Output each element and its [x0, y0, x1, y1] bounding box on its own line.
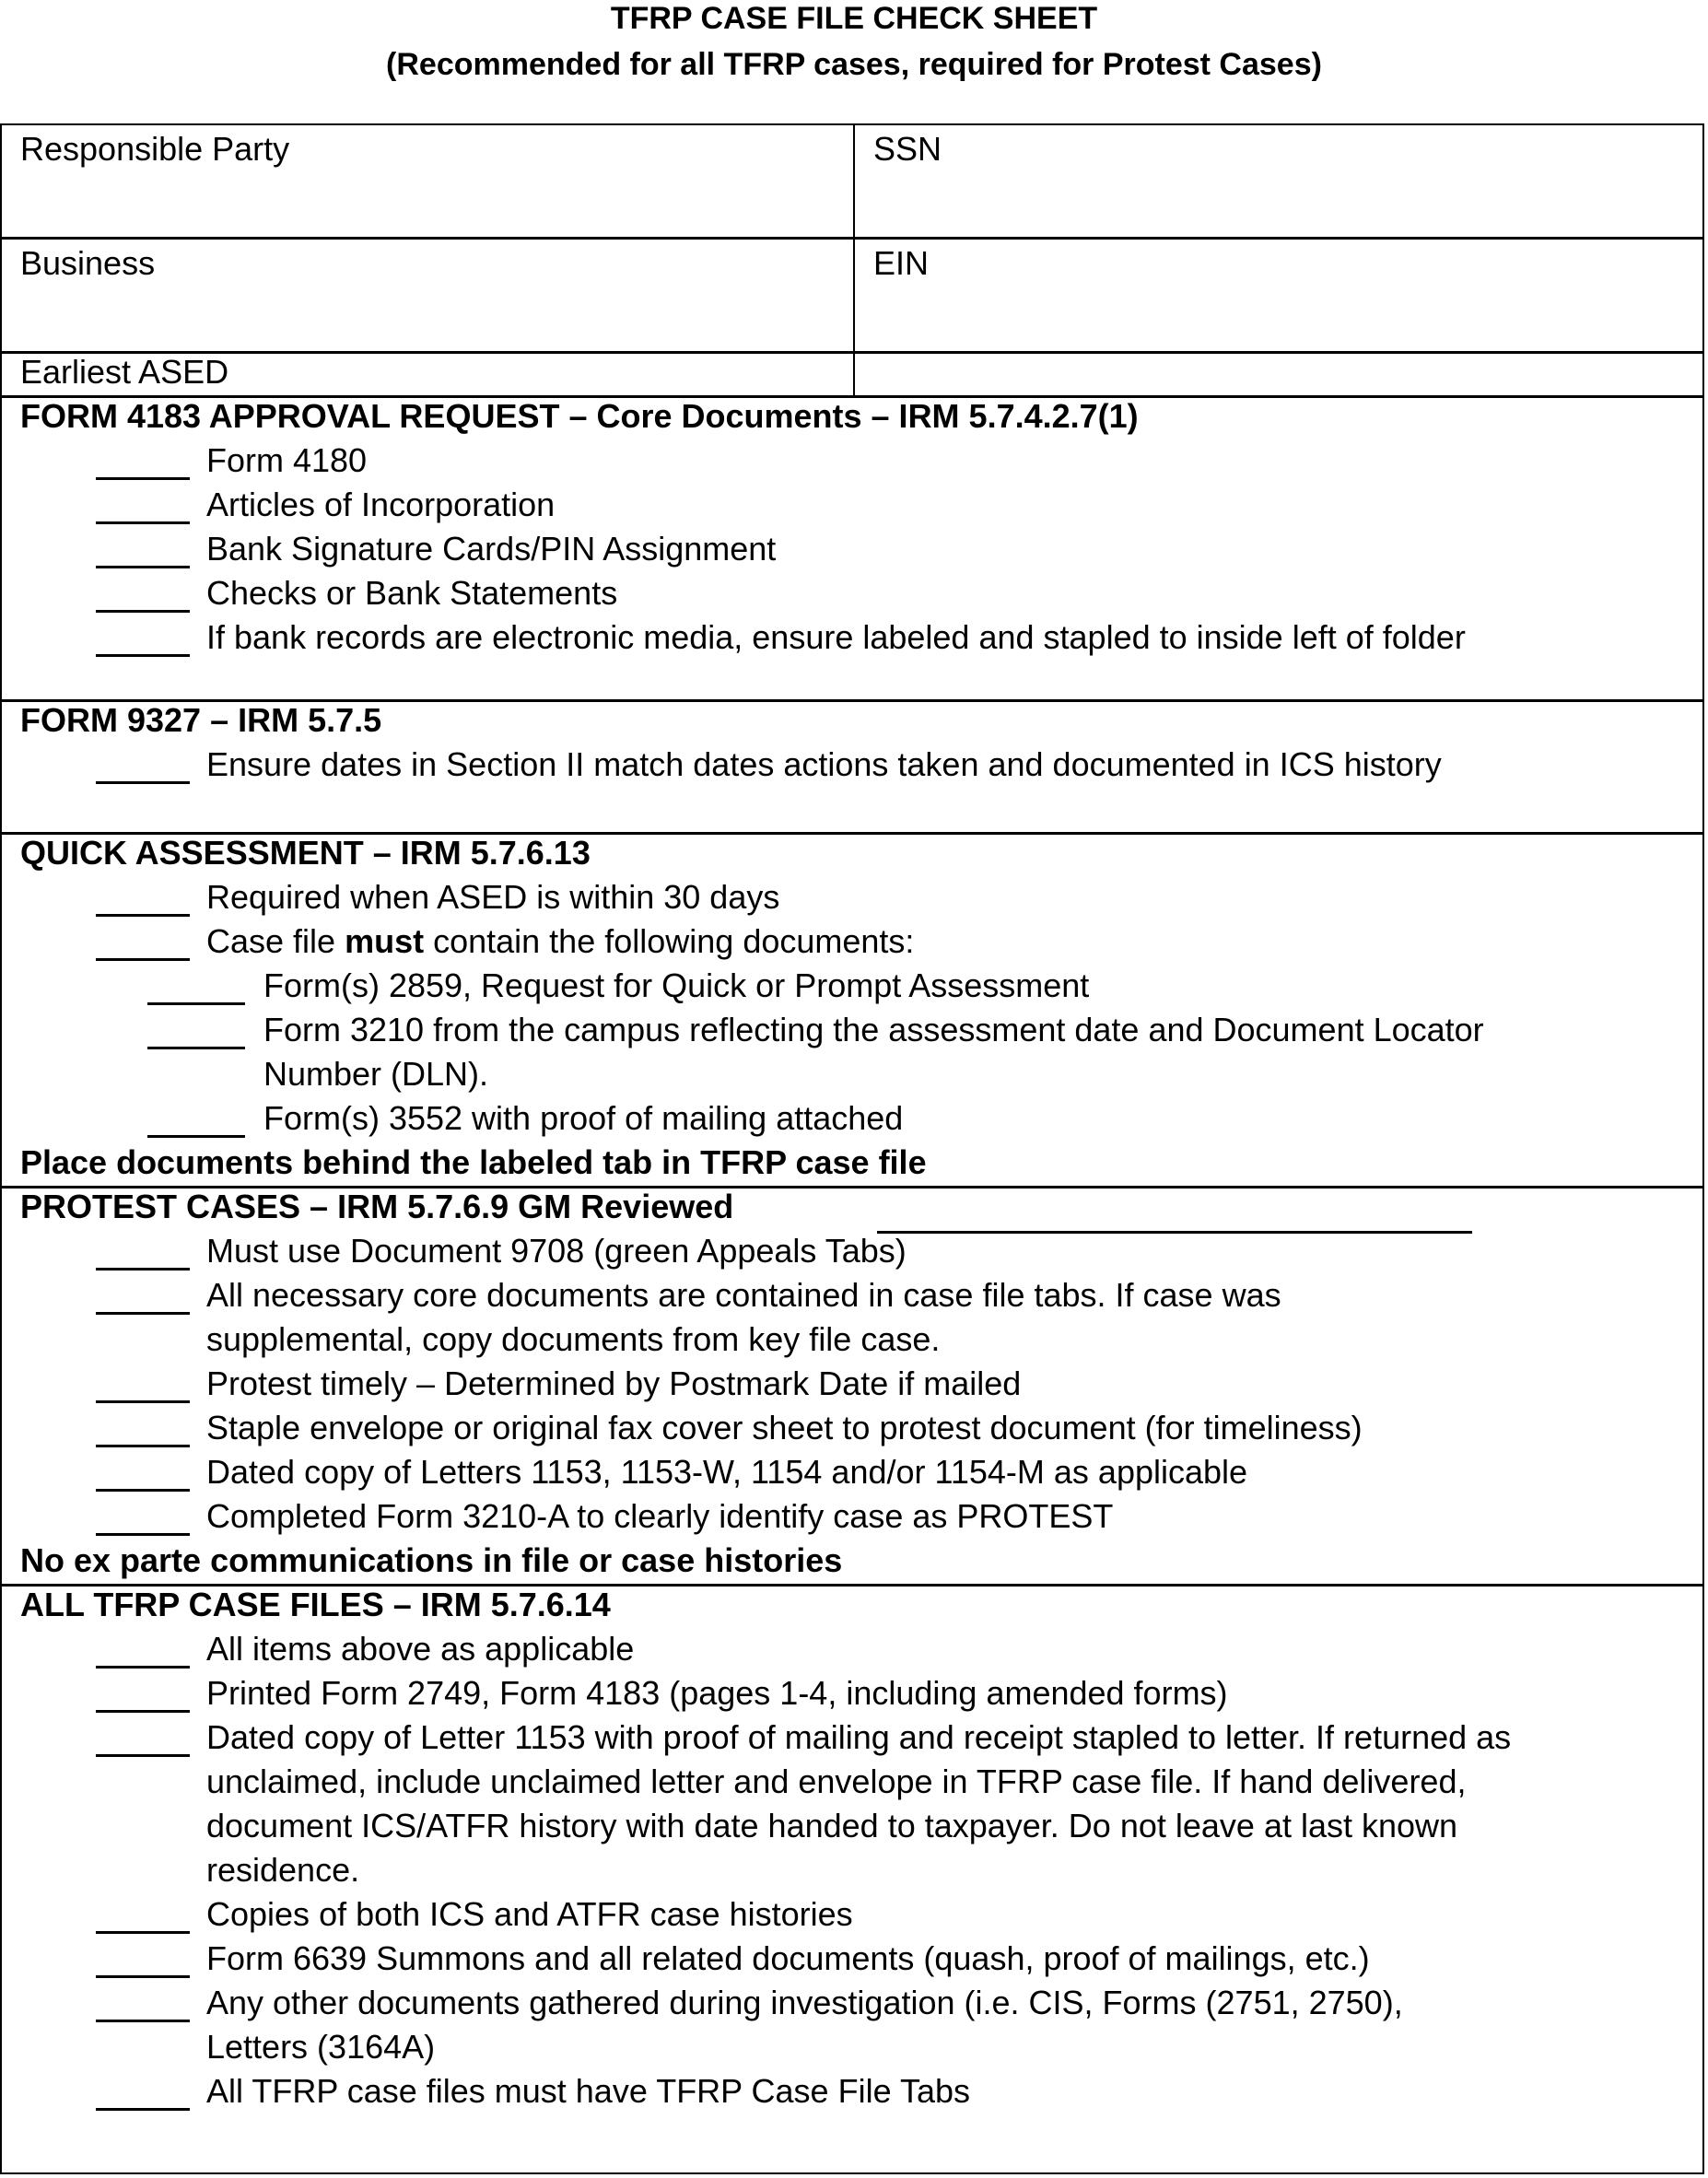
- section-form-9327: [2, 702, 1702, 835]
- checkbox-blank[interactable]: [96, 2108, 190, 2111]
- item-text: Protest timely – Determined by Postmark Date if mailed: [206, 1364, 1022, 1402]
- section-footnote: No ex parte communications in file or case histories: [20, 1541, 843, 1579]
- checkbox-blank[interactable]: [96, 1400, 190, 1403]
- checkbox-blank[interactable]: [96, 1931, 190, 1934]
- business-field[interactable]: [2, 240, 855, 351]
- item-text: Bank Signature Cards/PIN Assignment: [206, 530, 777, 568]
- checkbox-blank[interactable]: [96, 477, 190, 480]
- ein-label: EIN: [873, 244, 930, 282]
- responsible-party-field[interactable]: [2, 125, 855, 237]
- item-text: If bank records are electronic media, ensure labeled and stapled to inside left of folder: [206, 618, 1466, 656]
- item-text: Form(s) 3552 with proof of mailing attached: [263, 1099, 904, 1137]
- item-text: Articles of Incorporation: [206, 486, 556, 523]
- section-heading: PROTEST CASES – IRM 5.7.6.9 GM Reviewed: [20, 1188, 734, 1225]
- checkbox-blank[interactable]: [96, 654, 190, 657]
- section-form-4183: [2, 398, 1702, 702]
- item-text: Form 3210 from the campus reflecting the assessment date and Document Locator Number (DLN).: [263, 1011, 1493, 1093]
- section-protest-cases: [2, 1189, 1702, 1587]
- section-footnote: Place documents behind the labeled tab in TFRP case file: [20, 1143, 927, 1181]
- business-label: Business: [20, 244, 156, 282]
- checkbox-blank[interactable]: [96, 1268, 190, 1270]
- checkbox-blank[interactable]: [147, 1002, 245, 1005]
- section-heading: FORM 4183 APPROVAL REQUEST – Core Documents – IRM 5.7.4.2.7(1): [20, 397, 1139, 435]
- checkbox-blank[interactable]: [96, 1754, 190, 1757]
- item-text: Staple envelope or original fax cover sheet to protest document (for timeliness): [206, 1409, 1363, 1446]
- item-text: Must use Document 9708 (green Appeals Tabs): [206, 1232, 907, 1270]
- check-sheet-table: [0, 123, 1704, 2174]
- earliest-ased-label-cell: [2, 354, 855, 395]
- item-text: All items above as applicable: [206, 1630, 635, 1668]
- checkbox-blank[interactable]: [96, 1710, 190, 1713]
- checkbox-blank[interactable]: [96, 1445, 190, 1447]
- item-text-emphasis: must: [345, 922, 425, 960]
- section-quick-assessment: [2, 835, 1702, 1189]
- checkbox-blank[interactable]: [96, 521, 190, 524]
- earliest-ased-label: Earliest ASED: [20, 353, 229, 391]
- item-text: Form(s) 2859, Request for Quick or Prompt Assessment: [263, 966, 1090, 1004]
- checkbox-blank[interactable]: [96, 958, 190, 961]
- item-text: Ensure dates in Section II match dates actions taken and documented in ICS history: [206, 745, 1442, 783]
- item-text: Form 4180: [206, 441, 368, 479]
- checkbox-blank[interactable]: [96, 1312, 190, 1315]
- section-heading: FORM 9327 – IRM 5.7.5: [20, 701, 382, 739]
- item-text: Any other documents gathered during investigation (i.e. CIS, Forms (2751, 2750), Letters (3164A): [206, 1984, 1412, 2066]
- checkbox-blank[interactable]: [96, 566, 190, 568]
- responsible-party-label: Responsible Party: [20, 130, 290, 168]
- section-all-tfrp-case-files: [2, 1587, 1702, 2176]
- checkbox-blank[interactable]: [96, 610, 190, 613]
- checkbox-blank[interactable]: [96, 1975, 190, 1978]
- item-text: All necessary core documents are contained in case file tabs. If case was supplemental, copy documents from key file case.: [206, 1276, 1291, 1358]
- item-text-part: contain the following documents:: [424, 922, 915, 960]
- item-text: Dated copy of Letters 1153, 1153-W, 1154 and/or 1154-M as applicable: [206, 1453, 1248, 1491]
- checkbox-blank[interactable]: [147, 1135, 245, 1138]
- item-text: Printed Form 2749, Form 4183 (pages 1-4, including amended forms): [206, 1674, 1228, 1712]
- checkbox-blank[interactable]: [96, 2020, 190, 2022]
- ssn-label: SSN: [873, 130, 942, 168]
- item-text: [206, 919, 1515, 964]
- page-subtitle: (Recommended for all TFRP cases, required for Protest Cases): [386, 47, 1322, 82]
- item-text-part: Case file: [206, 922, 345, 960]
- section-heading: ALL TFRP CASE FILES – IRM 5.7.6.14: [20, 1586, 611, 1623]
- item-text: Checks or Bank Statements: [206, 574, 618, 612]
- checkbox-blank[interactable]: [96, 1533, 190, 1536]
- item-text: Required when ASED is within 30 days: [206, 878, 780, 916]
- item-text: Form 6639 Summons and all related documents (quash, proof of mailings, etc.): [206, 1939, 1370, 1977]
- checkbox-blank[interactable]: [147, 1047, 245, 1049]
- item-text: Dated copy of Letter 1153 with proof of mailing and receipt stapled to letter. If returned as unclaimed, include unclaimed letter and envelope in TFRP case file. If hand delivered, document ICS/ATFR history with date handed to taxpayer. Do not leave at last known residence.: [206, 1718, 1521, 1889]
- section-heading: QUICK ASSESSMENT – IRM 5.7.6.13: [20, 834, 591, 872]
- checkbox-blank[interactable]: [96, 781, 190, 784]
- earliest-ased-field[interactable]: [855, 354, 1702, 395]
- checkbox-blank[interactable]: [96, 1666, 190, 1669]
- row-responsible-party: [2, 125, 1702, 240]
- row-business: [2, 240, 1702, 354]
- row-earliest-ased: [2, 354, 1702, 398]
- checkbox-blank[interactable]: [96, 1489, 190, 1492]
- ssn-field[interactable]: [855, 125, 1702, 237]
- page-title: TFRP CASE FILE CHECK SHEET: [610, 1, 1098, 36]
- item-text: All TFRP case files must have TFRP Case File Tabs: [206, 2072, 970, 2110]
- item-text: Copies of both ICS and ATFR case histories: [206, 1895, 853, 1933]
- item-text: Completed Form 3210-A to clearly identify case as PROTEST: [206, 1497, 1114, 1535]
- ein-field[interactable]: [855, 240, 1702, 351]
- checkbox-blank[interactable]: [96, 914, 190, 917]
